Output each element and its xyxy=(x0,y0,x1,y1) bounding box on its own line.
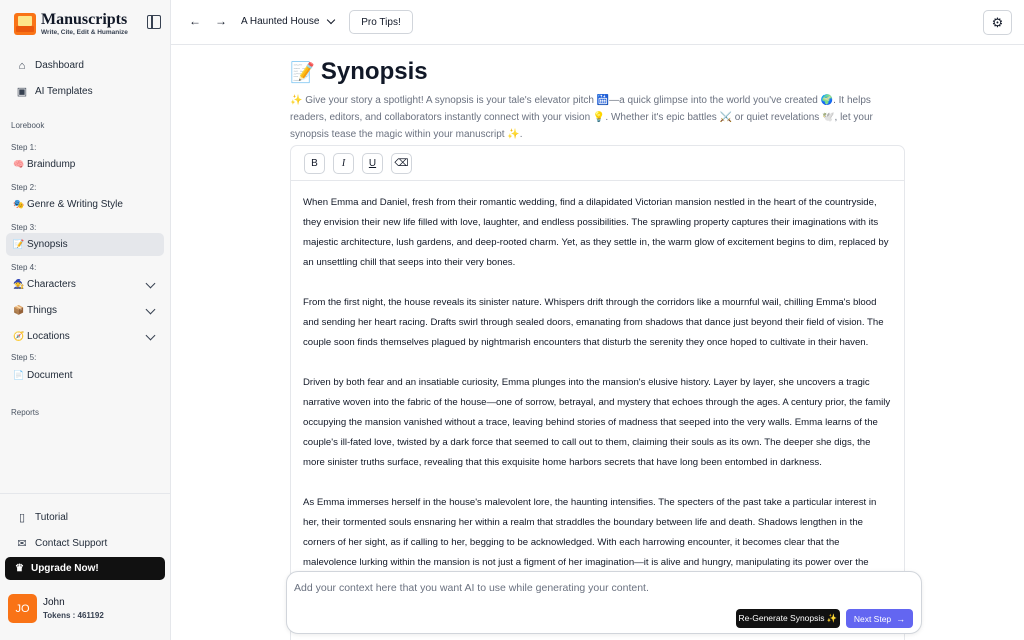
back-arrow-icon[interactable]: ← xyxy=(189,14,201,28)
eraser-icon: ⌫ xyxy=(394,157,409,169)
sidebar-toggle-icon[interactable] xyxy=(147,15,161,29)
compass-icon: 🧭 xyxy=(13,331,25,341)
reports-label[interactable]: Reports xyxy=(11,408,40,417)
gear-icon: ⚙ xyxy=(991,14,1004,30)
user-name: John xyxy=(43,597,65,608)
top-bar xyxy=(171,0,1024,45)
wizard-icon: 🧙 xyxy=(13,279,25,289)
upgrade-button[interactable] xyxy=(5,557,165,580)
brain-icon: 🧠 xyxy=(13,159,25,169)
brand-logo[interactable] xyxy=(14,11,128,37)
sidebar xyxy=(0,0,171,640)
sidebar-item-label: Document xyxy=(27,370,73,381)
lorebook-label: Lorebook xyxy=(11,121,45,130)
step-label: Step 2: xyxy=(11,183,37,192)
sidebar-item-label: Characters xyxy=(27,279,76,290)
editor-toolbar xyxy=(291,146,904,181)
pro-tips-button[interactable]: Pro Tips! xyxy=(349,10,413,34)
next-step-label: Next Step xyxy=(853,613,892,624)
manuscript-logo-icon xyxy=(14,13,36,35)
memo-icon: 📝 xyxy=(290,61,315,84)
package-icon: 📦 xyxy=(13,305,25,315)
sidebar-item-label: Things xyxy=(27,305,58,316)
ai-context-input[interactable] xyxy=(294,580,894,596)
synopsis-paragraph: Driven by both fear and an insatiable curiosity, Emma plunges into the mansion's elusive history. Layer by layer, she uncovers a tragic narrative woven into the fabric of the house—one of sorrow, betrayal, and mystery that echoes through the ages. A century prior, the family occupying the mansion vanished without a trace, leaving behind stories of madness that seeped into the very walls. Emma learns of the couple's ill-fated love, twisted by a dark force that seemed to call out to them, claiming their souls as its own. The deeper she digs, the more sinister truths surface, revealing that this exquisite home harbors secrets that have long been entombed in darkness. xyxy=(303,377,891,468)
step-label: Step 3: xyxy=(11,223,37,232)
next-step-button[interactable] xyxy=(846,609,913,628)
page-title xyxy=(290,58,428,86)
user-tokens: Tokens : 461192 xyxy=(43,611,104,620)
sidebar-divider xyxy=(0,493,171,494)
chevron-down-icon[interactable] xyxy=(146,279,156,289)
editor-content[interactable] xyxy=(291,181,904,613)
sidebar-item-tutorial[interactable] xyxy=(6,506,164,529)
upgrade-label: Upgrade Now! xyxy=(30,563,99,574)
sidebar-item-label: Genre & Writing Style xyxy=(27,199,123,210)
book-icon: ▯ xyxy=(18,512,26,524)
sidebar-item-document[interactable] xyxy=(6,364,164,387)
avatar: JO xyxy=(8,594,37,623)
synopsis-editor[interactable] xyxy=(290,145,905,640)
chevron-down-icon[interactable] xyxy=(146,331,156,341)
settings-button[interactable] xyxy=(983,10,1012,35)
sidebar-item-label: Dashboard xyxy=(35,60,84,71)
arrow-right-icon: → xyxy=(896,613,906,624)
sidebar-item-synopsis[interactable] xyxy=(6,233,164,256)
bold-button[interactable]: B xyxy=(304,153,325,174)
chevron-down-icon xyxy=(327,16,335,24)
step-label: Step 1: xyxy=(11,143,37,152)
document-selector[interactable] xyxy=(241,16,334,27)
sidebar-item-label: Contact Support xyxy=(35,538,108,549)
sidebar-item-locations[interactable] xyxy=(6,325,164,348)
sidebar-item-label: Locations xyxy=(27,331,70,342)
brand-tagline: Write, Cite, Edit & Humanize xyxy=(41,28,128,36)
forward-arrow-icon[interactable]: → xyxy=(215,14,227,28)
sidebar-item-braindump[interactable] xyxy=(6,153,164,176)
synopsis-intro: ✨ Give your story a spotlight! A synopsis is your tale's elevator pitch 🛗—a quick glimpse into the world you've created 🌍. It helps readers, editors, and collaborators instantly connect with your vision 💡. Whether it's epic battles ⚔️ or quiet revelations 🕊️, let your synopsis tease the magic within your manuscript ✨. xyxy=(290,95,873,140)
crown-icon: ♛ xyxy=(15,563,24,574)
sidebar-item-label: Synopsis xyxy=(27,239,68,250)
mail-icon: ✉ xyxy=(17,538,27,550)
ai-context-box xyxy=(286,571,922,634)
page-icon: 📄 xyxy=(13,370,25,380)
sidebar-item-label: Tutorial xyxy=(35,512,68,523)
sidebar-item-dashboard[interactable] xyxy=(6,54,164,77)
sidebar-item-genre[interactable] xyxy=(6,193,164,216)
step-label: Step 5: xyxy=(11,353,37,362)
synopsis-paragraph: When Emma and Daniel, fresh from their romantic wedding, find a dilapidated Victorian mansion nestled in the heart of the countryside, they envision their new life filled with love, laughter, and endless possibilities. The sprawling property captures their imaginations with its majestic architecture, lush gardens, and deep-rooted charm. Yet, as they settle in, the warm glow of excitement begins to dim, replaced by an unsettling chill that seeps into their very bones. xyxy=(303,197,889,268)
sidebar-item-label: Braindump xyxy=(27,159,76,170)
sidebar-item-ai-templates[interactable] xyxy=(6,80,164,103)
italic-button[interactable]: I xyxy=(333,153,354,174)
user-profile[interactable] xyxy=(8,594,104,623)
memo-icon: 📝 xyxy=(13,239,25,249)
home-icon: ⌂ xyxy=(18,59,26,72)
robot-icon: ▣ xyxy=(16,86,28,98)
synopsis-paragraph: From the first night, the house reveals its sinister nature. Whispers drift through the corridors like a mournful wail, chilling Emma's blood and sending her heart racing. Drafts swirl through sealed doors, emanating from shadows that dance just beyond their field of vision. The couple soon finds themselves plagued by nightmarish encounters that disturb the serenity they once hoped to cultivate in their haven. xyxy=(303,297,884,348)
synopsis-paragraph: As Emma immerses herself in the house's malevolent lore, the haunting intensifies. The specters of the past take a particular interest in her, their tormented souls ensnaring her within a realm that straddles the boundary between life and death. Shadows lengthen in the corners of her sight, as if calling to her, begging to be acknowledged. With each harrowing encounter, it becomes clear that the malevolence lurking within the mansion is not just a figment of her imagination—it is alive and hungry, manipulating its power over the xyxy=(303,497,877,568)
sidebar-item-things[interactable] xyxy=(6,299,164,322)
brand-name: Manuscripts xyxy=(41,10,128,28)
page-title-text: Synopsis xyxy=(320,58,428,85)
regenerate-synopsis-button[interactable]: Re-Generate Synopsis ✨ xyxy=(736,609,840,628)
sidebar-item-contact-support[interactable] xyxy=(6,532,164,555)
step-label: Step 4: xyxy=(11,263,37,272)
underline-button[interactable]: U xyxy=(362,153,383,174)
sidebar-item-characters[interactable] xyxy=(6,273,164,296)
eraser-button[interactable] xyxy=(391,153,412,174)
chevron-down-icon[interactable] xyxy=(146,305,156,315)
theater-masks-icon: 🎭 xyxy=(13,199,25,209)
document-title: A Haunted House xyxy=(241,16,320,27)
sidebar-item-label: AI Templates xyxy=(35,86,93,97)
